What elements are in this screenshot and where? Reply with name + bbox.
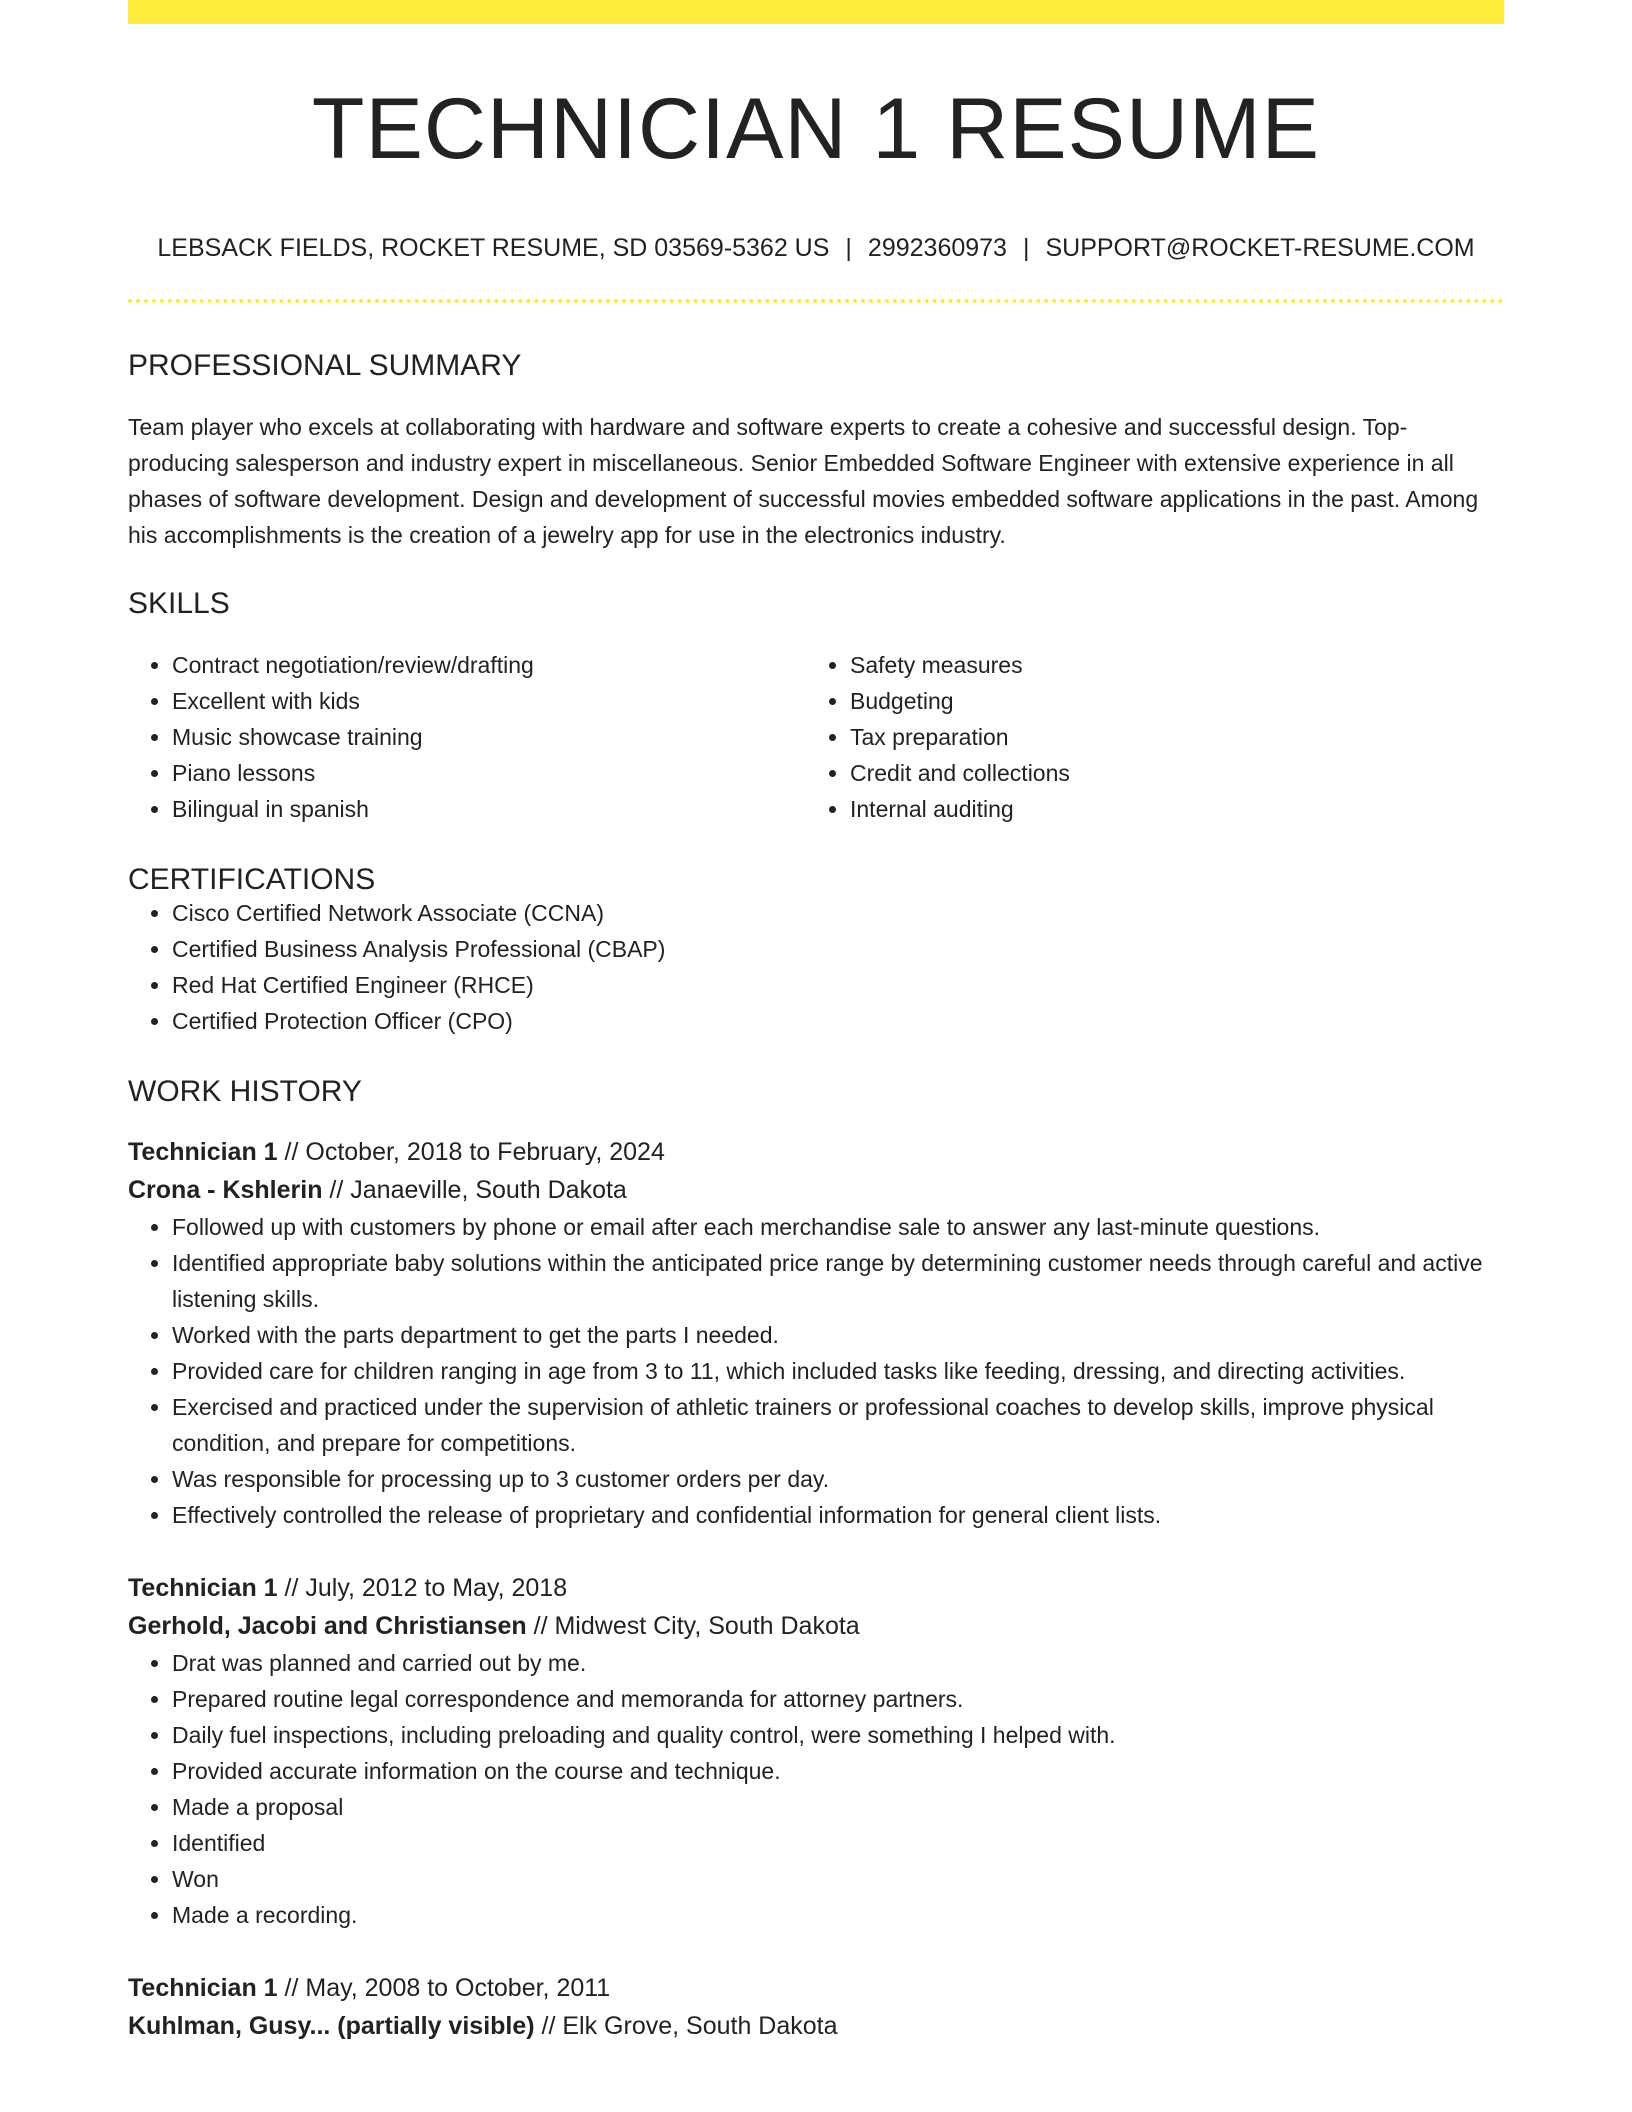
job-bullet: • Worked with the parts department to get the parts I needed. xyxy=(172,1317,1504,1353)
job-role: Technician 1 xyxy=(128,1974,278,2002)
job-bullet: • Made a proposal xyxy=(172,1789,1504,1825)
certifications-heading: CERTIFICATIONS xyxy=(128,863,376,896)
skill-item: • Bilingual in spanish xyxy=(172,791,806,827)
job-bullets xyxy=(128,1209,1504,1533)
job-entry xyxy=(128,1133,1504,1533)
certification-item: • Certified Protection Officer (CPO) xyxy=(172,1003,1504,1039)
skill-item: • Tax preparation xyxy=(850,719,1484,755)
skills-heading: SKILLS xyxy=(128,587,230,620)
skills-column-left xyxy=(128,647,806,827)
job-location: // Janaeville, South Dakota xyxy=(322,1176,627,1204)
work-history-heading: WORK HISTORY xyxy=(128,1075,362,1108)
job-bullet: • Identified xyxy=(172,1825,1504,1861)
resume-title: TECHNICIAN 1 RESUME xyxy=(311,81,1321,177)
skill-item: • Excellent with kids xyxy=(172,683,806,719)
job-bullet: • Made a recording. xyxy=(172,1897,1504,1933)
summary-heading: PROFESSIONAL SUMMARY xyxy=(128,349,522,382)
contact-address: LEBSACK FIELDS, ROCKET RESUME, SD 03569-5362 US xyxy=(157,234,830,262)
job-bullets xyxy=(128,1645,1504,1933)
contact-email: SUPPORT@ROCKET-RESUME.COM xyxy=(1045,234,1475,262)
skill-item: • Credit and collections xyxy=(850,755,1484,791)
accent-top-bar xyxy=(128,0,1504,24)
skills-column-right xyxy=(806,647,1484,827)
resume-page xyxy=(128,0,1504,2045)
certification-item: • Certified Business Analysis Professional (CBAP) xyxy=(172,931,1504,967)
skill-item: • Budgeting xyxy=(850,683,1484,719)
job-bullet: • Won xyxy=(172,1861,1504,1897)
contact-line xyxy=(128,236,1504,261)
job-dates: // October, 2018 to February, 2024 xyxy=(277,1138,665,1166)
skill-item: • Music showcase training xyxy=(172,719,806,755)
skill-item: • Internal auditing xyxy=(850,791,1484,827)
certification-item: • Cisco Certified Network Associate (CCNA) xyxy=(172,895,1504,931)
job-bullet: • Was responsible for processing up to 3 customer orders per day. xyxy=(172,1461,1504,1497)
job-role: Technician 1 xyxy=(128,1138,278,1166)
dotted-divider xyxy=(128,299,1504,303)
job-company-line xyxy=(128,1607,1504,1645)
skill-item: • Contract negotiation/review/drafting xyxy=(172,647,806,683)
job-bullet: • Drat was planned and carried out by me. xyxy=(172,1645,1504,1681)
job-bullet: • Prepared routine legal correspondence and memoranda for attorney partners. xyxy=(172,1681,1504,1717)
skills-list-right xyxy=(806,647,1484,827)
summary-text: Team player who excels at collaborating with hardware and software experts to create a cohesive and successful design. Top-producing salesperson and industry expert in miscellaneous. Senior Embedded Software Engineer with extensive experience in all phases of software development. Design and development of successful movies embedded software applications in the past. Among his accomplishments is the creation of a jewelry app for use in the electronics industry. xyxy=(128,414,1479,548)
job-bullet: • Provided accurate information on the course and technique. xyxy=(172,1753,1504,1789)
contact-separator: | xyxy=(1022,234,1030,262)
job-company-line xyxy=(128,1171,1504,1209)
skill-item: • Safety measures xyxy=(850,647,1484,683)
job-role: Technician 1 xyxy=(128,1574,278,1602)
job-bullet: • Effectively controlled the release of proprietary and confidential information for general client lists. xyxy=(172,1497,1504,1533)
job-bullet: • Followed up with customers by phone or email after each merchandise sale to answer any last-minute questions. xyxy=(172,1209,1504,1245)
job-company: Kuhlman, Gusy... (partially visible) xyxy=(128,2012,535,2040)
job-entry xyxy=(128,1969,1504,2045)
job-role-line xyxy=(128,1969,1504,2007)
skill-item: • Piano lessons xyxy=(172,755,806,791)
job-bullet: • Provided care for children ranging in age from 3 to 11, which included tasks like feeding, dressing, and directing activities. xyxy=(172,1353,1504,1389)
job-dates: // July, 2012 to May, 2018 xyxy=(277,1574,568,1602)
certification-item: • Red Hat Certified Engineer (RHCE) xyxy=(172,967,1504,1003)
job-bullet: • Daily fuel inspections, including preloading and quality control, were something I helped with. xyxy=(172,1717,1504,1753)
job-company: Crona - Kshlerin xyxy=(128,1176,323,1204)
job-dates: // May, 2008 to October, 2011 xyxy=(277,1974,611,2002)
contact-separator: | xyxy=(845,234,852,262)
certifications-list xyxy=(128,895,1504,1039)
job-bullet: • Exercised and practiced under the supervision of athletic trainers or professional coaches to develop skills, improve physical condition, and prepare for competitions. xyxy=(172,1389,1504,1461)
job-entry xyxy=(128,1569,1504,1933)
job-location: // Midwest City, South Dakota xyxy=(526,1612,860,1640)
job-company-line xyxy=(128,2007,1504,2045)
job-bullet: • Identified appropriate baby solutions within the anticipated price range by determining customer needs through careful and active listening skills. xyxy=(172,1245,1504,1317)
skills-list-left xyxy=(128,647,806,827)
job-location: // Elk Grove, South Dakota xyxy=(534,2012,838,2040)
job-company: Gerhold, Jacobi and Christiansen xyxy=(128,1612,527,1640)
skills-grid xyxy=(128,647,1504,827)
job-role-line xyxy=(128,1133,1504,1171)
contact-phone: 2992360973 xyxy=(867,234,1007,262)
job-role-line xyxy=(128,1569,1504,1607)
